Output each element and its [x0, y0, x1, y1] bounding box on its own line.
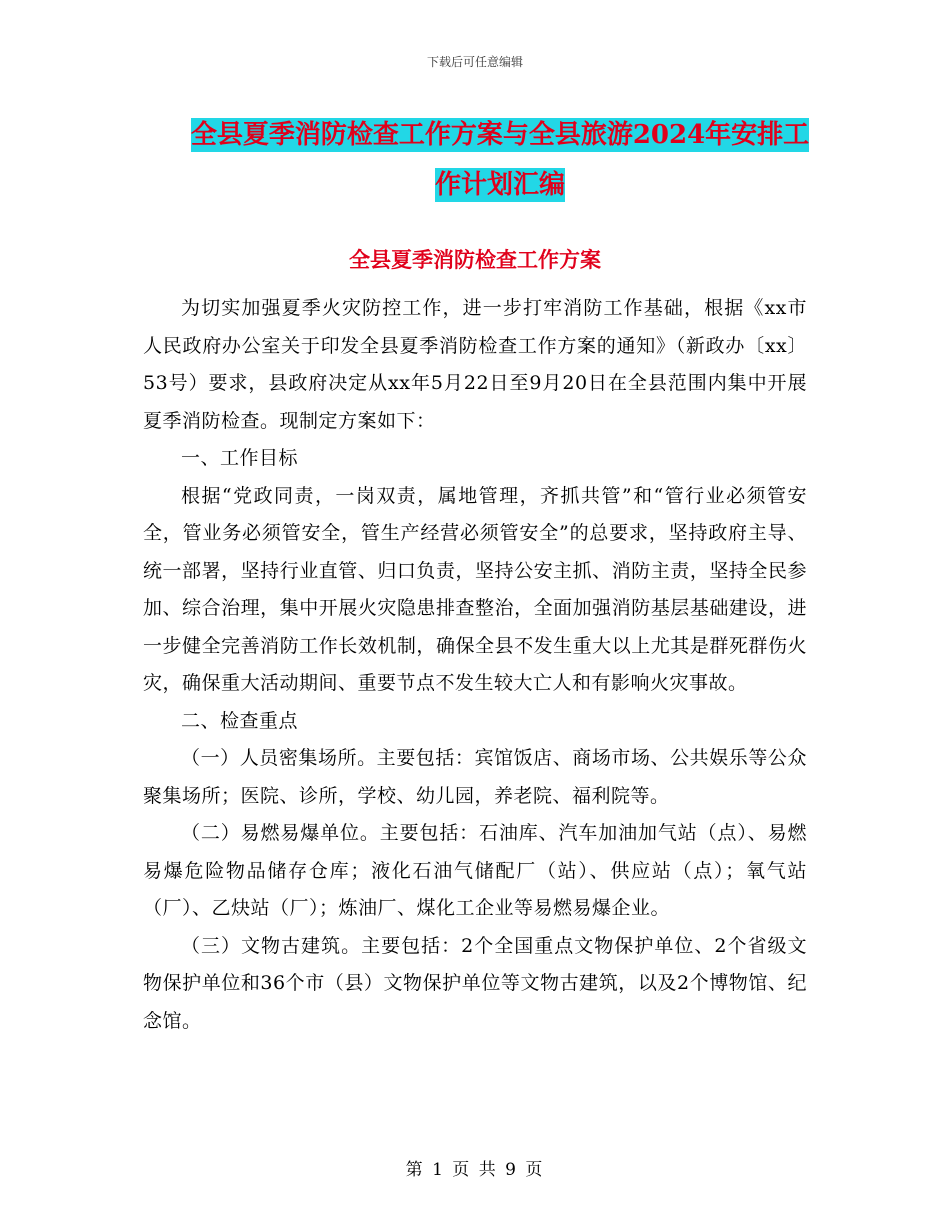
document-title	[180, 110, 820, 210]
section-title: 全县夏季消防检查工作方案	[349, 247, 601, 272]
header-note: 下载后可任意编辑	[426, 55, 523, 69]
paragraph-crowded-places: （一）人员密集场所。主要包括：宾馆饭店、商场市场、公共娱乐等公众聚集场所；医院、诊所，学校、幼儿园，养老院、福利院等。	[143, 747, 807, 807]
paragraph-flammable-units: （二）易燃易爆单位。主要包括：石油库、汽车加油加气站（点）、易燃易爆危险物品储存仓库；液化石油气储配厂（站）、供应站（点）；氧气站（厂）、乙炔站（厂）；炼油厂、煤化工企业等易燃易爆企业。	[143, 822, 807, 919]
paragraph-goal: 根据“党政同责，一岗双责，属地管理，齐抓共管”和“管行业必须管安全，管业务必须管安全，管生产经营必须管安全”的总要求，坚持政府主导、统一部署，坚持行业直管、归口负责，坚持公安主抓、消防主责，坚持全民参加、综合治理，集中开展火灾隐患排查整治，全面加强消防基层基础建设，进一步健全完善消防工作长效机制，确保全县不发生重大以上尤其是群死群伤火灾，确保重大活动期间、重要节点不发生较大亡人和有影响火灾事故。	[143, 484, 807, 694]
paragraph-ancient-buildings: （三）文物古建筑。主要包括：2个全国重点文物保护单位、2个省级文物保护单位和36个市（县）文物保护单位等文物古建筑，以及2个博物馆、纪念馆。	[143, 934, 807, 1032]
title-line-2: 作计划汇编	[434, 170, 565, 200]
page-number: 第 1 页 共 9 页	[405, 1160, 545, 1180]
title-line-1: 全县夏季消防检查工作方案与全县旅游2024年安排工	[190, 120, 810, 150]
document-body	[143, 290, 807, 1040]
paragraph-intro: 为切实加强夏季火灾防控工作，进一步打牢消防工作基础，根据《xx市人民政府办公室关于印发全县夏季消防检查工作方案的通知》（新政办〔xx〕53号）要求，县政府决定从xx年5月22日至9月20日在全县范围内集中开展夏季消防检查。现制定方案如下：	[143, 297, 807, 432]
heading-work-goal: 一、工作目标	[181, 447, 299, 469]
heading-inspection-focus: 二、检查重点	[181, 709, 299, 732]
